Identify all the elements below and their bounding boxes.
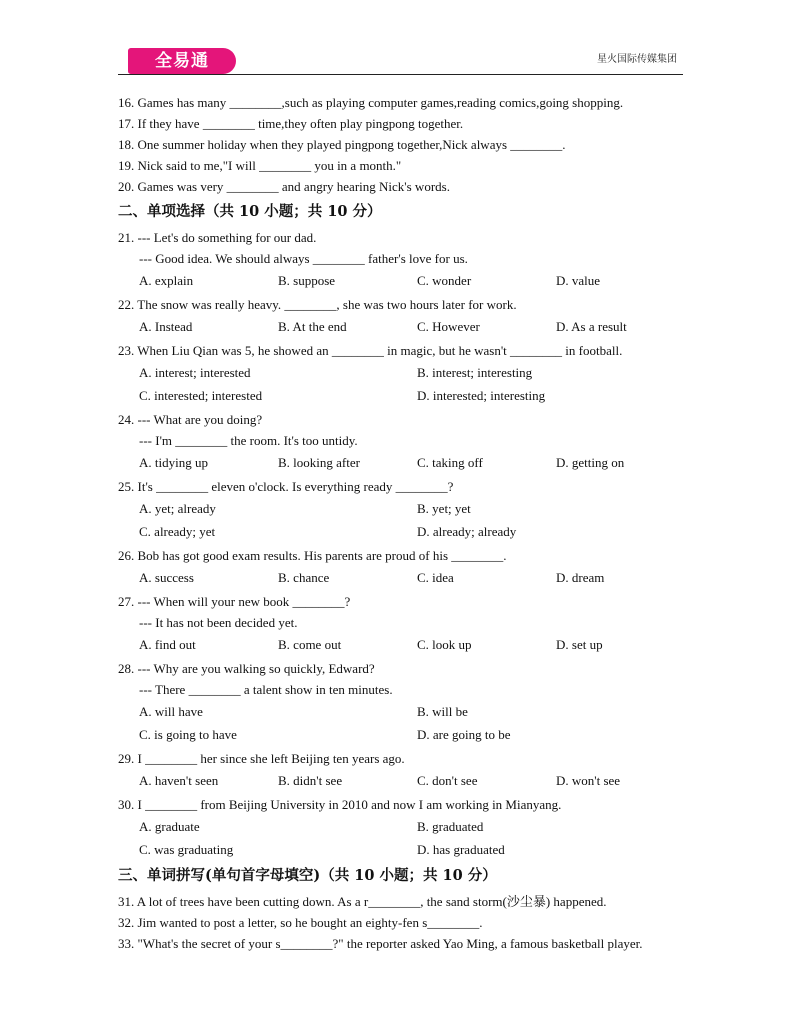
option-b: B. suppose (278, 273, 336, 288)
question-31: 31. A lot of trees have been cutting down. As a r________, the sand storm(沙尘暴) happened. (118, 894, 607, 909)
question-26-options (118, 566, 698, 589)
section-3-title: 三、单词拼写(单句首字母填空)（共 10 小题；共 10 分） (118, 867, 497, 884)
option-d: D. getting on (556, 455, 625, 470)
option-c: C. already; yet (139, 524, 216, 539)
option-d: D. interested; interesting (417, 388, 546, 403)
option-d: D. value (556, 273, 601, 288)
option-a: A. explain (139, 273, 194, 288)
option-a: A. Instead (139, 319, 193, 334)
option-d: D. has graduated (417, 842, 505, 857)
question-26-stem: 26. Bob has got good exam results. His parents are proud of his ________. (118, 548, 507, 563)
option-b: B. yet; yet (417, 501, 471, 516)
option-c: C. wonder (417, 273, 472, 288)
question-18: 18. One summer holiday when they played pingpong together,Nick always ________. (118, 137, 566, 152)
question-28-options-row2 (118, 723, 698, 746)
publisher-name: 星火国际传媒集团 (597, 54, 677, 65)
question-29-options (118, 769, 698, 792)
question-30-options-row2 (118, 838, 698, 861)
option-d: D. As a result (556, 319, 627, 334)
question-23-options-row2 (118, 384, 698, 407)
option-d: D. dream (556, 570, 605, 585)
option-a: A. success (139, 570, 194, 585)
question-27-options (118, 633, 698, 656)
option-c: C. look up (417, 637, 472, 652)
option-d: D. won't see (556, 773, 621, 788)
question-25-stem: 25. It's ________ eleven o'clock. Is everything ready ________? (118, 479, 454, 494)
option-d: D. are going to be (417, 727, 511, 742)
question-28-options-row1 (118, 700, 698, 723)
option-c: C. interested; interested (139, 388, 263, 403)
question-22-stem: 22. The snow was really heavy. ________, she was two hours later for work. (118, 297, 517, 312)
question-20: 20. Games was very ________ and angry hearing Nick's words. (118, 179, 450, 194)
option-c: C. idea (417, 570, 454, 585)
option-a: A. find out (139, 637, 196, 652)
question-23-options-row1 (118, 361, 698, 384)
option-b: B. At the end (278, 319, 347, 334)
option-b: B. chance (278, 570, 330, 585)
question-24-options (118, 451, 698, 474)
question-30-stem: 30. I ________ from Beijing University in 2010 and now I am working in Mianyang. (118, 797, 562, 812)
brand-logo: 全易通 (128, 48, 236, 74)
question-25-options-row1 (118, 497, 698, 520)
option-c: C. don't see (417, 773, 478, 788)
question-21-stem-2: --- Good idea. We should always ________ father's love for us. (139, 251, 468, 266)
option-a: A. haven't seen (139, 773, 219, 788)
option-a: A. will have (139, 704, 203, 719)
section-2-title: 二、单项选择（共 10 小题；共 10 分） (118, 203, 382, 220)
exam-content (118, 92, 698, 954)
question-21-stem: 21. --- Let's do something for our dad. (118, 230, 317, 245)
option-a: A. graduate (139, 819, 200, 834)
header-divider (118, 74, 683, 75)
option-b: B. didn't see (278, 773, 343, 788)
question-28-stem: 28. --- Why are you walking so quickly, Edward? (118, 661, 375, 676)
option-c: C. was graduating (139, 842, 234, 857)
option-c: C. However (417, 319, 480, 334)
question-16: 16. Games has many ________,such as playing computer games,reading comics,going shopping. (118, 95, 624, 110)
question-27-stem-2: --- It has not been decided yet. (139, 615, 298, 630)
option-b: B. interest; interesting (417, 365, 533, 380)
option-d: D. already; already (417, 524, 517, 539)
option-c: C. is going to have (139, 727, 237, 742)
question-24-stem: 24. --- What are you doing? (118, 412, 263, 427)
option-d: D. set up (556, 637, 603, 652)
option-a: A. interest; interested (139, 365, 251, 380)
option-c: C. taking off (417, 455, 483, 470)
question-32: 32. Jim wanted to post a letter, so he bought an eighty-fen s________. (118, 915, 483, 930)
question-30-options-row1 (118, 815, 698, 838)
option-b: B. come out (278, 637, 342, 652)
option-b: B. looking after (278, 455, 360, 470)
question-23-stem: 23. When Liu Qian was 5, he showed an ________ in magic, but he wasn't ________ in football. (118, 343, 623, 358)
question-17: 17. If they have ________ time,they often play pingpong together. (118, 116, 464, 131)
option-a: A. tidying up (139, 455, 208, 470)
question-25-options-row2 (118, 520, 698, 543)
page-header (118, 44, 683, 76)
question-21-options (118, 269, 698, 292)
question-27-stem: 27. --- When will your new book ________? (118, 594, 351, 609)
option-b: B. graduated (417, 819, 484, 834)
question-29-stem: 29. I ________ her since she left Beijing ten years ago. (118, 751, 405, 766)
question-19: 19. Nick said to me,"I will ________ you in a month." (118, 158, 402, 173)
option-b: B. will be (417, 704, 468, 719)
question-33: 33. "What's the secret of your s________?" the reporter asked Yao Ming, a famous basketball player. (118, 936, 643, 951)
question-22-options (118, 315, 698, 338)
question-28-stem-2: --- There ________ a talent show in ten minutes. (139, 682, 393, 697)
question-24-stem-2: --- I'm ________ the room. It's too untidy. (139, 433, 358, 448)
option-a: A. yet; already (139, 501, 216, 516)
